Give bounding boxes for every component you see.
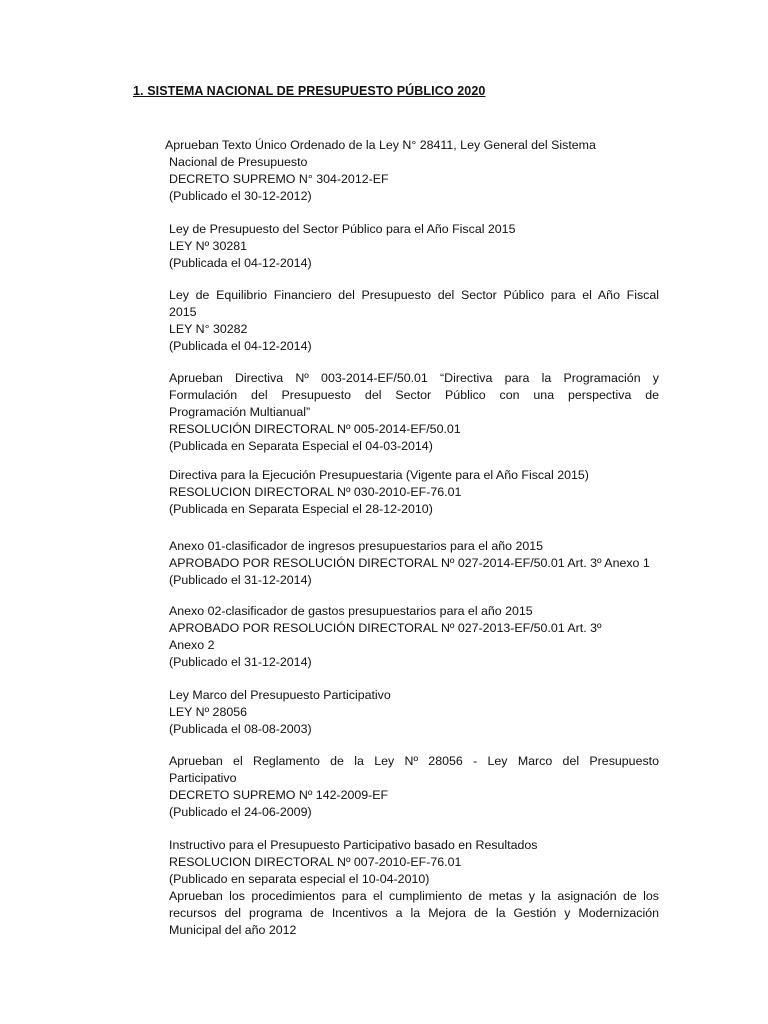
- entry-line: recursos del programa de Incentivos a la Mejora de la Gestión y Modernización: [169, 906, 659, 920]
- entry-line: LEY N° 30282: [169, 322, 248, 336]
- entry-line: LEY Nº 28056: [169, 705, 248, 719]
- entry-line: (Publicada el 08-08-2003): [169, 722, 312, 736]
- entry-line: RESOLUCION DIRECTORAL Nº 030-2010-EF-76.01: [169, 485, 462, 499]
- entry-line: Participativo: [169, 771, 237, 785]
- entry-line: LEY Nº 30281: [169, 239, 248, 253]
- legal-entry: [169, 837, 659, 939]
- entry-line: (Publicado el 31-12-2014): [169, 655, 312, 669]
- entry-line: RESOLUCION DIRECTORAL Nº 007-2010-EF-76.01: [169, 855, 462, 869]
- entry-line: Ley de Equilibrio Financiero del Presupuesto del Sector Público para el Año Fiscal: [169, 288, 659, 302]
- legal-entry: [169, 753, 659, 821]
- legal-entry: [169, 221, 659, 272]
- legal-entry: [169, 687, 659, 738]
- entry-line: Anexo 2: [169, 638, 215, 652]
- entry-line: (Publicado el 30-12-2012): [169, 189, 312, 203]
- entry-line: (Publicado el 24-06-2009): [169, 805, 312, 819]
- entry-line: (Publicado el 31-12-2014): [169, 573, 312, 587]
- entry-line: Instructivo para el Presupuesto Participativo basado en Resultados: [169, 838, 538, 852]
- entry-line: (Publicada el 04-12-2014): [169, 339, 312, 353]
- entry-line: Ley de Presupuesto del Sector Público para el Año Fiscal 2015: [169, 222, 516, 236]
- entry-line: Nacional de Presupuesto: [169, 155, 308, 169]
- legal-entry: [165, 137, 659, 205]
- entry-line: DECRETO SUPREMO Nº 142-2009-EF: [169, 788, 389, 802]
- entry-line: Anexo 02-clasificador de gastos presupuestarios para el año 2015: [169, 604, 533, 618]
- entry-line: (Publicado en separata especial el 10-04-2010): [169, 872, 430, 886]
- entry-line: Directiva para la Ejecución Presupuestaria (Vigente para el Año Fiscal 2015): [169, 468, 589, 482]
- entry-line: (Publicada en Separata Especial el 28-12-2010): [169, 502, 433, 516]
- entry-line: Programación Multianual”: [169, 405, 311, 419]
- entry-line: Ley Marco del Presupuesto Participativo: [169, 688, 391, 702]
- entry-line: (Publicada el 04-12-2014): [169, 256, 312, 270]
- entry-line: APROBADO POR RESOLUCIÓN DIRECTORAL Nº 027-2013-EF/50.01 Art. 3º: [169, 621, 602, 635]
- entry-line: Aprueban Texto Único Ordenado de la Ley N° 28411, Ley General del Sistema: [165, 138, 596, 152]
- legal-entry: [169, 538, 659, 589]
- legal-entry: [169, 370, 659, 455]
- entry-line: Municipal del año 2012: [169, 923, 297, 937]
- entry-line: Aprueban los procedimientos para el cumplimiento de metas y la asignación de los: [169, 889, 659, 903]
- section-heading: 1. SISTEMA NACIONAL DE PRESUPUESTO PÚBLICO 2020: [133, 84, 486, 98]
- entry-line: Anexo 01-clasificador de ingresos presupuestarios para el año 2015: [169, 539, 544, 553]
- legal-entry: [169, 467, 659, 518]
- entry-line: RESOLUCIÓN DIRECTORAL Nº 005-2014-EF/50.01: [169, 422, 461, 436]
- legal-entry: [169, 603, 659, 671]
- entry-line: APROBADO POR RESOLUCIÓN DIRECTORAL Nº 027-2014-EF/50.01 Art. 3º Anexo 1: [169, 556, 650, 570]
- entry-line: 2015: [169, 305, 197, 319]
- entry-line: Aprueban el Reglamento de la Ley Nº 28056 - Ley Marco del Presupuesto: [169, 754, 659, 768]
- entry-line: Aprueban Directiva Nº 003-2014-EF/50.01 “Directiva para la Programación y: [169, 371, 659, 385]
- entry-line: Formulación del Presupuesto del Sector Público con una perspectiva de: [169, 388, 659, 402]
- entry-line: DECRETO SUPREMO N° 304-2012-EF: [169, 172, 389, 186]
- entry-line: (Publicada en Separata Especial el 04-03-2014): [169, 439, 433, 453]
- legal-entry: [169, 287, 659, 355]
